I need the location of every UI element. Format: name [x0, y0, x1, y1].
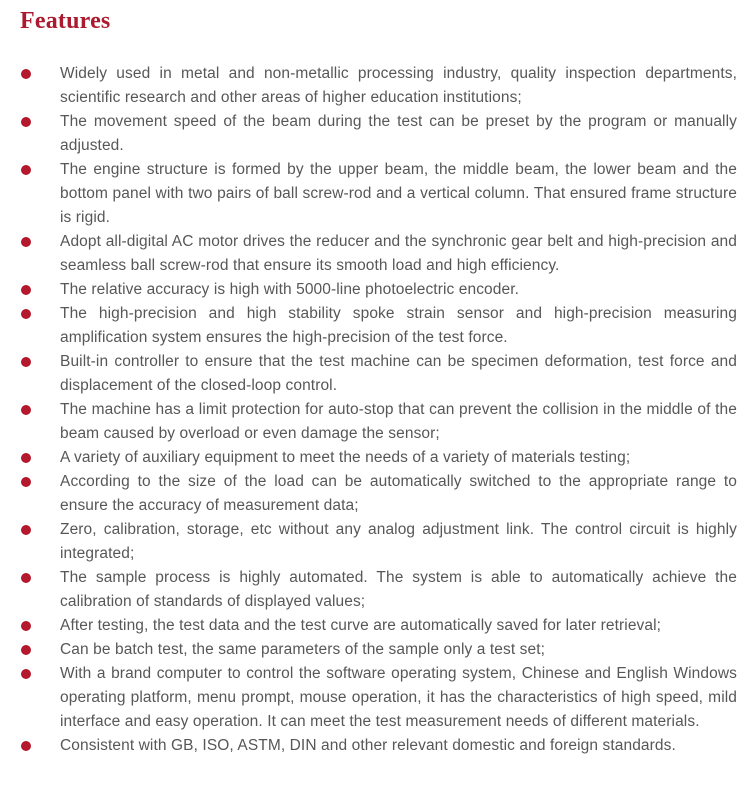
bullet-icon: [21, 477, 31, 487]
feature-text: Zero, calibration, storage, etc without any analog adjustment link. The control circuit is highly integrated;: [60, 521, 737, 562]
bullet-icon: [21, 645, 31, 655]
list-item: [0, 278, 750, 302]
bullet-icon: [21, 741, 31, 751]
feature-text: A variety of auxiliary equipment to meet the needs of a variety of materials testing;: [60, 449, 631, 466]
feature-text: Adopt all-digital AC motor drives the reducer and the synchronic gear belt and high-precision and seamless ball screw-rod that ensure its smooth load and high efficiency.: [60, 233, 737, 274]
list-item: [0, 566, 750, 614]
list-item: [0, 662, 750, 734]
feature-text: The machine has a limit protection for auto-stop that can prevent the collision in the middle of the beam caused by overload or even damage the sensor;: [60, 401, 737, 442]
bullet-icon: [21, 309, 31, 319]
list-item: [0, 446, 750, 470]
list-item: [0, 110, 750, 158]
list-item: [0, 518, 750, 566]
bullet-icon: [21, 285, 31, 295]
feature-text: After testing, the test data and the test curve are automatically saved for later retrieval;: [60, 617, 662, 634]
list-item: [0, 158, 750, 230]
list-item: [0, 470, 750, 518]
feature-text: With a brand computer to control the software operating system, Chinese and English Windows operating platform, menu prompt, mouse operation, it has the characteristics of high speed, mild interface and easy operation. It can meet the test measurement needs of different materials.: [60, 665, 737, 730]
list-item: [0, 614, 750, 638]
feature-text: The high-precision and high stability spoke strain sensor and high-precision measuring amplification system ensures the high-precision of the test force.: [60, 305, 737, 346]
bullet-icon: [21, 453, 31, 463]
bullet-icon: [21, 165, 31, 175]
list-item: [0, 230, 750, 278]
bullet-icon: [21, 69, 31, 79]
bullet-icon: [21, 573, 31, 583]
feature-text: According to the size of the load can be automatically switched to the appropriate range to ensure the accuracy of measurement data;: [60, 473, 737, 514]
feature-text: The relative accuracy is high with 5000-line photoelectric encoder.: [60, 281, 520, 298]
list-item: [0, 350, 750, 398]
list-item: [0, 62, 750, 110]
list-item: [0, 638, 750, 662]
features-list: [0, 62, 750, 758]
bullet-icon: [21, 621, 31, 631]
feature-text: The movement speed of the beam during the test can be preset by the program or manually adjusted.: [60, 113, 737, 154]
bullet-icon: [21, 357, 31, 367]
bullet-icon: [21, 525, 31, 535]
feature-text: Consistent with GB, ISO, ASTM, DIN and other relevant domestic and foreign standards.: [60, 737, 676, 754]
features-page: [0, 8, 750, 812]
feature-text: The engine structure is formed by the upper beam, the middle beam, the lower beam and the bottom panel with two pairs of ball screw-rod and a vertical column. That ensured frame structure is rigid.: [60, 161, 737, 226]
bullet-icon: [21, 237, 31, 247]
bullet-icon: [21, 117, 31, 127]
feature-text: Built-in controller to ensure that the test machine can be specimen deformation, test force and displacement of the closed-loop control.: [60, 353, 737, 394]
list-item: [0, 302, 750, 350]
bullet-icon: [21, 405, 31, 415]
feature-text: The sample process is highly automated. The system is able to automatically achieve the calibration of standards of displayed values;: [60, 569, 737, 610]
list-item: [0, 398, 750, 446]
feature-text: Can be batch test, the same parameters of the sample only a test set;: [60, 641, 546, 658]
bullet-icon: [21, 669, 31, 679]
feature-text: Widely used in metal and non-metallic processing industry, quality inspection departments, scientific research and other areas of higher education institutions;: [60, 65, 737, 106]
page-title: Features: [20, 8, 111, 34]
list-item: [0, 734, 750, 758]
